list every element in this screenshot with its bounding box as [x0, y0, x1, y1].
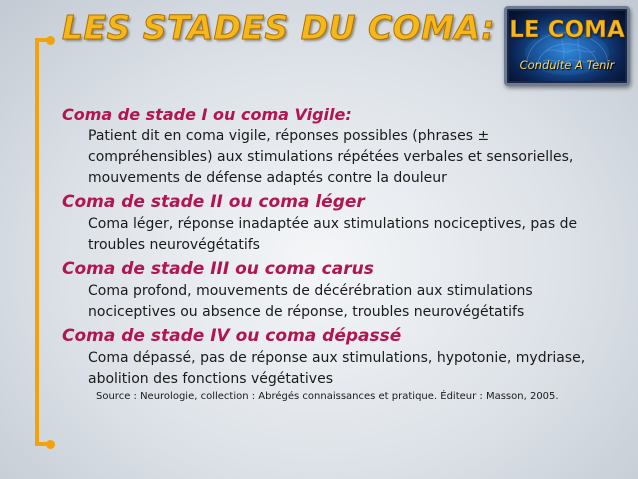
logo-subtitle: Conduite A Tenir	[519, 58, 615, 72]
desc-line: Patient dit en coma vigile, réponses possibles (phrases ±	[88, 128, 490, 144]
bracket-bottom-dot	[46, 440, 55, 449]
desc-line: mouvements de défense adaptés contre la douleur	[88, 170, 447, 186]
stage-4	[62, 324, 622, 390]
stage-description	[88, 214, 620, 256]
desc-line: abolition des fonctions végétatives	[88, 371, 333, 387]
desc-line: nociceptives ou absence de réponse, troubles neurovégétatifs	[88, 304, 525, 320]
stage-1	[62, 104, 622, 189]
stage-description	[88, 126, 620, 189]
stage-heading: Coma de stade IV ou coma dépassé	[62, 326, 402, 346]
bracket-line	[35, 38, 39, 446]
stage-heading: Coma de stade II ou coma léger	[62, 192, 365, 212]
desc-line: Coma dépassé, pas de réponse aux stimulations, hypotonie, mydriase,	[88, 350, 586, 366]
stage-description	[88, 281, 620, 323]
source-citation: Source : Neurologie, collection : Abrégés connaissances et pratique. Éditeur : Masson, 2005.	[96, 391, 559, 402]
bracket-top-dot	[46, 36, 55, 45]
logo-badge	[504, 6, 630, 86]
desc-line: troubles neurovégétatifs	[88, 237, 260, 253]
stage-3	[62, 257, 622, 323]
slide-title: LES STADES DU COMA:	[62, 8, 495, 47]
stage-description	[88, 348, 620, 390]
stage-2	[62, 190, 622, 256]
logo-title: LE COMA	[509, 17, 625, 43]
stage-heading: Coma de stade I ou coma Vigile:	[62, 105, 352, 124]
desc-line: compréhensibles) aux stimulations répétées verbales et sensorielles,	[88, 149, 574, 165]
desc-line: Coma léger, réponse inadaptée aux stimulations nociceptives, pas de	[88, 216, 578, 232]
stages-list	[62, 104, 622, 402]
desc-line: Coma profond, mouvements de décérébration aux stimulations	[88, 283, 533, 299]
stage-heading: Coma de stade III ou coma carus	[62, 259, 374, 279]
